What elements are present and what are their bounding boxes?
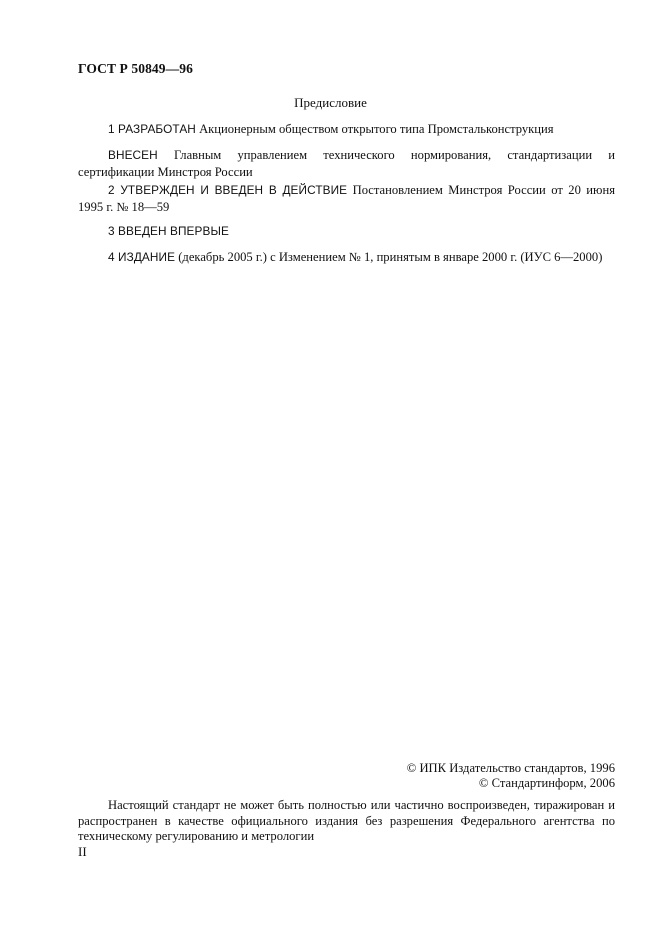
preface-title: Предисловие <box>294 95 367 110</box>
preface-item-1 <box>78 121 615 138</box>
preface-item-4 <box>78 249 615 266</box>
copyright-block <box>407 761 615 791</box>
preface-item-2-label: 2 УТВЕРЖДЕН И ВВЕДЕН В ДЕЙСТВИЕ <box>108 183 348 197</box>
preface-item-2-text: Постановлением Минстроя России от 20 июня 1995 г. № 18—59 <box>78 183 615 214</box>
preface-item-1b <box>78 147 615 180</box>
reproduction-notice: Настоящий стандарт не может быть полностью или частично воспроизведен, тиражирован и распространен в качестве официального издания без разрешения Федерального агентства по техническому регулированию и метрологии <box>78 798 615 843</box>
copyright-line-1: © ИПК Издательство стандартов, 1996 <box>406 761 615 775</box>
preface-item-3 <box>78 223 615 240</box>
preface-item-3-label: 3 ВВЕДЕН ВПЕРВЫЕ <box>108 224 229 238</box>
preface-item-1-label: 1 РАЗРАБОТАН <box>108 122 196 136</box>
standard-code: ГОСТ Р 50849—96 <box>78 61 193 76</box>
preface-item-4-label: 4 ИЗДАНИЕ <box>108 250 176 264</box>
copyright-line-2: © Стандартинформ, 2006 <box>478 776 615 790</box>
preface-item-2 <box>78 182 615 215</box>
preface-item-1b-text: Главным управлением технического нормирования, стандартизации и сертификации Минстроя России <box>78 148 615 179</box>
preface-item-1-text: Акционерным обществом открытого типа Промстальконструкция <box>195 122 554 136</box>
preface-item-1b-label: ВНЕСЕН <box>108 148 158 162</box>
preface-item-4-text: (декабрь 2005 г.) с Изменением № 1, принятым в январе 2000 г. (ИУС 6—2000) <box>175 250 603 264</box>
page-number: II <box>78 844 87 859</box>
